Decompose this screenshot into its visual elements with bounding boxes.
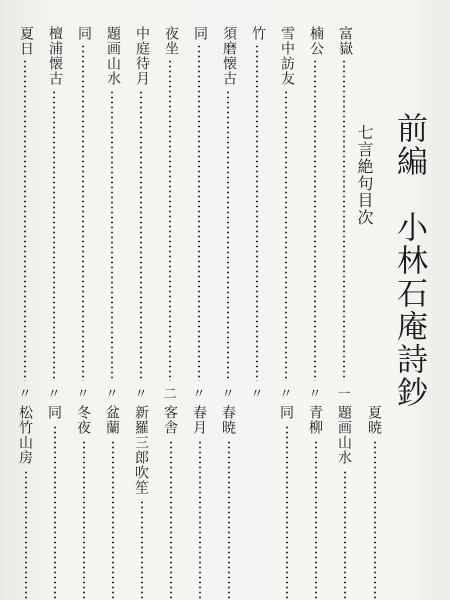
toc-entry — [277, 26, 297, 402]
dot-leader — [256, 44, 258, 381]
dot-leader — [198, 44, 200, 381]
dot-leader — [344, 470, 346, 600]
toc-entry-title: 松竹山房 — [17, 405, 33, 465]
dot-leader — [286, 425, 288, 600]
dot-leader — [199, 440, 201, 600]
toc-entry-title: 新羅三郎吹笙 — [133, 405, 149, 495]
dot-leader — [314, 59, 316, 381]
dot-leader — [54, 425, 56, 600]
toc-page-number: 〃 — [18, 387, 32, 402]
toc-entry-title: 同 — [46, 405, 62, 420]
toc-entry-title: 同 — [278, 405, 294, 420]
dot-leader — [374, 440, 376, 600]
toc-page-number: 〃 — [47, 387, 61, 402]
toc-page-number: 〃 — [279, 387, 293, 402]
dot-leader — [82, 44, 84, 381]
toc-entry — [103, 26, 123, 402]
toc-entry — [161, 26, 181, 402]
toc-entry — [45, 26, 65, 402]
toc-entry-title: 同 — [192, 26, 208, 41]
toc-entry — [132, 26, 152, 402]
toc-entry-title: 須磨懐古 — [221, 26, 237, 86]
dot-leader — [285, 90, 287, 381]
dot-leader — [111, 90, 113, 381]
dot-leader — [170, 440, 172, 600]
dot-leader — [140, 90, 142, 381]
toc-entry-title: 中庭待月 — [134, 26, 150, 86]
toc-page-number: 〃 — [308, 387, 322, 402]
dot-leader — [227, 90, 229, 381]
dot-leader — [315, 440, 317, 600]
dot-leader — [25, 470, 27, 600]
dot-leader — [141, 500, 143, 600]
toc-entry-title: 春月 — [191, 405, 207, 435]
toc-page-number: 〃 — [134, 387, 148, 402]
toc-entry-title: 題画山水 — [105, 26, 121, 86]
toc-page-number: 〃 — [250, 387, 264, 402]
dot-leader — [53, 90, 55, 381]
toc-entry-title: 題画山水 — [336, 405, 352, 465]
toc-entry — [219, 26, 239, 402]
toc-entry-title: 盆蘭 — [104, 405, 120, 435]
toc-entry-title: 雪中訪友 — [279, 26, 295, 86]
toc-entry — [16, 26, 36, 402]
toc-page-number: 〃 — [105, 387, 119, 402]
toc-entry-title: 檀浦懐古 — [47, 26, 63, 86]
toc-entry-title: 楠公 — [308, 26, 324, 56]
toc-entry-title: 客舎 — [162, 405, 178, 435]
toc-entry-title: 春暁 — [220, 405, 236, 435]
dot-leader — [83, 440, 85, 600]
toc-page-number: 〃 — [221, 387, 235, 402]
toc-entry — [190, 26, 210, 402]
toc-entry — [248, 26, 268, 402]
dot-leader — [228, 440, 230, 600]
toc-entry — [335, 26, 355, 402]
toc-page-number: 二 — [163, 387, 177, 402]
dot-leader — [169, 59, 171, 381]
toc-page-number: 〃 — [192, 387, 206, 402]
dot-leader — [24, 59, 26, 381]
toc-entry — [74, 26, 94, 402]
dot-leader — [112, 440, 114, 600]
toc-page-number: 一 — [337, 387, 351, 402]
dot-leader — [343, 59, 345, 381]
section-subtitle: 七言絶句目次 — [355, 124, 374, 226]
toc-page-number: 〃 — [76, 387, 90, 402]
toc-entry-title: 富嶽 — [337, 26, 353, 56]
page-title: 前編 小林石庵詩鈔 — [391, 112, 427, 409]
toc-entry-title: 夜坐 — [163, 26, 179, 56]
toc-entry-title: 夏暁 — [366, 405, 382, 435]
toc-entry — [306, 26, 326, 402]
toc-entry-title: 青柳 — [307, 405, 323, 435]
toc-entry-title: 冬夜 — [75, 405, 91, 435]
toc-entry-title: 夏日 — [18, 26, 34, 56]
toc-entry-title: 同 — [76, 26, 92, 41]
toc-entry-title: 竹 — [250, 26, 266, 41]
